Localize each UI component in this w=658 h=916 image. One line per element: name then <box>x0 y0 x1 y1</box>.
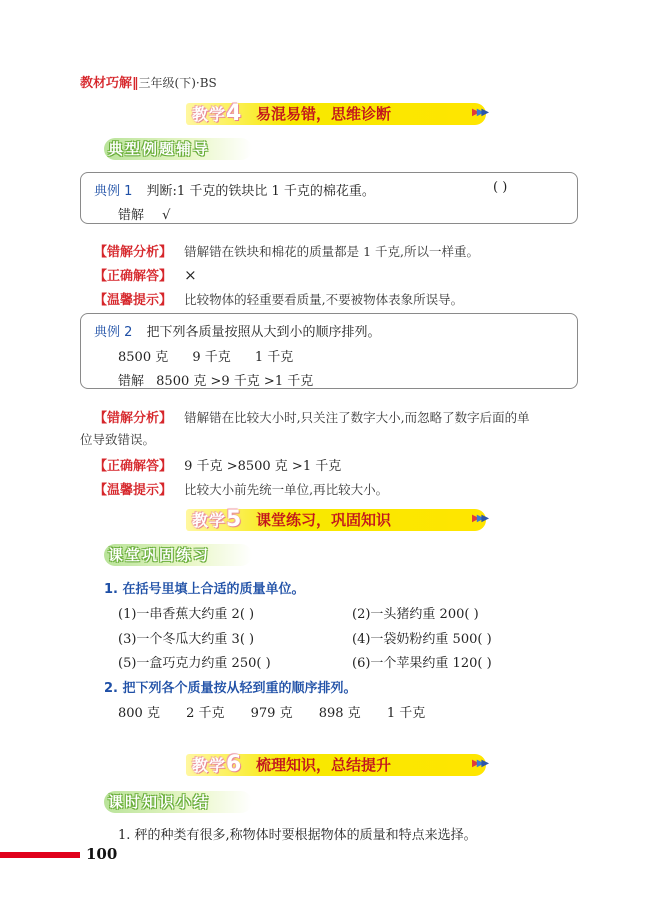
subheading-typical-examples <box>104 137 254 161</box>
tag-correct-answer: 【正确解答】 <box>94 459 173 474</box>
section-banner-6 <box>186 752 490 778</box>
exercise-2-item: 898 克 <box>318 706 361 721</box>
tag-wrong-analysis: 【错解分析】 <box>94 245 173 260</box>
example-1-label: 典例 1 <box>94 184 133 199</box>
exercise-2-item: 1 千克 <box>386 706 426 721</box>
analysis-2-text-2: 位导致错误。 <box>80 432 156 447</box>
banner-label <box>192 507 242 533</box>
exercise-2-item: 2 千克 <box>186 706 225 721</box>
banner-label-number: 6 <box>226 752 243 777</box>
banner-label-word: 教学 <box>192 756 227 775</box>
analysis-2-text-continued <box>80 430 155 448</box>
analysis-2-tip-text: 比较大小前先统一单位,再比较大小。 <box>184 482 389 497</box>
section-banner-4 <box>186 101 490 127</box>
exercise-1-item-6: (6)一个苹果约重 120( ) <box>352 656 492 671</box>
analysis-1-correct-text: × <box>184 266 197 284</box>
example-2-question: 把下列各质量按照从大到小的顺序排列。 <box>146 325 381 340</box>
banner-label-number: 5 <box>226 507 243 532</box>
exercise-2-title: 2. 把下列各个质量按从轻到重的顺序排列。 <box>104 681 357 696</box>
banner-arrows-icon: ▶▶▶ <box>472 758 487 769</box>
example-1-wrong-answer: √ <box>162 208 171 223</box>
example-2-wrong-label: 错解 <box>118 374 145 389</box>
analysis-2-tip <box>94 479 388 498</box>
exercise-1-title: 1. 在括号里填上合适的质量单位。 <box>104 582 305 597</box>
analysis-1-tip-text: 比较物体的轻重要看质量,不要被物体表象所误导。 <box>184 292 464 307</box>
banner-label-word: 教学 <box>192 511 227 530</box>
tag-wrong-analysis: 【错解分析】 <box>94 411 173 426</box>
analysis-2-wrong-analysis <box>94 407 530 426</box>
analysis-1-text: 错解错在铁块和棉花的质量都是 1 千克,所以一样重。 <box>184 244 480 259</box>
exercise-1-item-5: (5)一盒巧克力约重 250( ) <box>118 656 271 671</box>
example-1-answer-paren: ( ) <box>493 180 508 195</box>
header-separator: ‖ <box>132 76 139 91</box>
exercise-1-item-2: (2)一头猪约重 200( ) <box>352 607 479 622</box>
example-2-items <box>118 346 293 365</box>
banner-title: 梳理知识，总结提升 <box>256 756 392 774</box>
analysis-1-tip <box>94 289 463 308</box>
exercise-1-item-4: (4)一袋奶粉约重 500( ) <box>352 632 492 647</box>
summary-line-1: 1. 秤的种类有很多,称物体时要根据物体的质量和特点来选择。 <box>118 828 477 843</box>
analysis-1-correct <box>94 265 197 284</box>
subheading-classroom-practice <box>104 543 254 567</box>
banner-arrows-icon: ▶▶▶ <box>472 513 487 524</box>
subheading-text: 典型例题辅导 <box>108 140 211 158</box>
exercise-1-item-3: (3)一个冬瓜大约重 3( ) <box>118 632 255 647</box>
section-banner-5 <box>186 507 490 533</box>
book-brand: 教材巧解 <box>80 76 133 91</box>
example-2-wrong-answer: 8500 克 >9 千克 >1 千克 <box>156 374 314 389</box>
example-2-question-line <box>94 321 381 340</box>
banner-label <box>192 101 242 127</box>
running-header <box>80 72 217 91</box>
banner-label-number: 4 <box>226 101 243 126</box>
example-1-question: 判断:1 千克的铁块比 1 千克的棉花重。 <box>146 184 375 199</box>
grade-label: 三年级(下)·BS <box>138 76 217 90</box>
analysis-1-wrong-analysis <box>94 241 479 260</box>
example-2-item: 9 千克 <box>192 350 231 365</box>
banner-title: 易混易错，思维诊断 <box>256 105 392 123</box>
example-2-item: 1 千克 <box>254 350 294 365</box>
banner-label-word: 教学 <box>192 105 227 124</box>
analysis-2-text: 错解错在比较大小时,只关注了数字大小,而忽略了数字后面的单 <box>184 410 530 425</box>
exercise-2-item: 979 克 <box>250 706 293 721</box>
tag-warm-tip: 【温馨提示】 <box>94 483 173 498</box>
tag-warm-tip: 【温馨提示】 <box>94 293 173 308</box>
footer-red-bar <box>0 852 80 858</box>
example-2-label: 典例 2 <box>94 325 133 340</box>
exercise-2-items <box>118 702 425 721</box>
example-2-wrong-line <box>118 370 313 389</box>
example-1-wrong-label: 错解 <box>118 208 145 223</box>
exercise-1-item-1: (1)一串香蕉大约重 2( ) <box>118 607 255 622</box>
example-2-item: 8500 克 <box>118 350 169 365</box>
analysis-2-correct-text: 9 千克 >8500 克 >1 千克 <box>184 459 342 474</box>
example-1-question-line <box>94 180 375 199</box>
subheading-lesson-summary <box>104 790 254 814</box>
analysis-2-correct <box>94 455 341 474</box>
example-1-wrong-line <box>118 204 170 223</box>
banner-arrows-icon: ▶▶▶ <box>472 107 487 118</box>
banner-title: 课堂练习，巩固知识 <box>256 511 392 529</box>
tag-correct-answer: 【正确解答】 <box>94 269 173 284</box>
exercise-2-item: 800 克 <box>118 706 160 721</box>
banner-label <box>192 752 242 778</box>
subheading-text: 课堂巩固练习 <box>108 546 211 564</box>
page-number: 100 <box>86 845 118 863</box>
subheading-text: 课时知识小结 <box>108 793 211 811</box>
